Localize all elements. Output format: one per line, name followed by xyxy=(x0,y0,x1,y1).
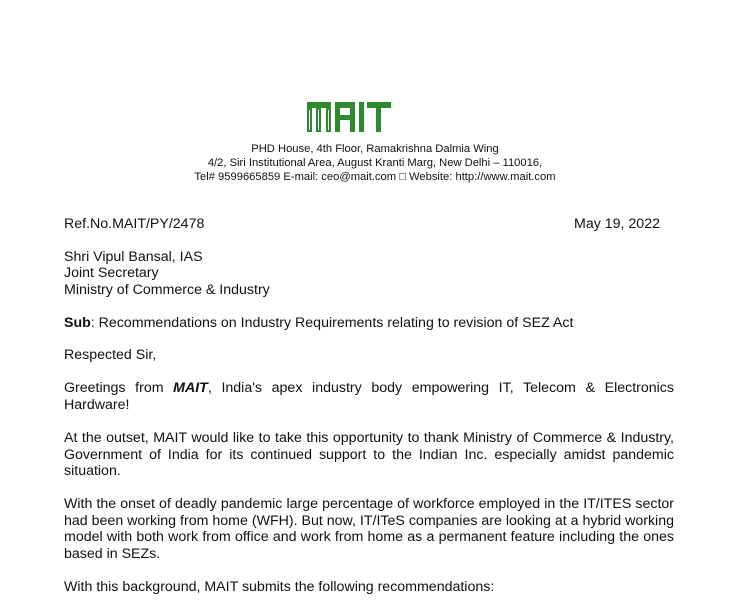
para1-emphasis: MAIT xyxy=(173,380,208,396)
para1-after: , India's apex industry body empowering IT, Telecom & Electronics Hardware! xyxy=(64,380,674,413)
recipient-title: Joint Secretary xyxy=(64,265,159,281)
recipient-ministry: Ministry of Commerce & Industry xyxy=(64,282,270,298)
paragraph-thanks: At the outset, MAIT would like to take this opportunity to thank Ministry of Commerce & Industry, Government of India for its continued support to the Indian Inc. especially amidst pandemic situation. xyxy=(64,430,674,479)
logo-text: MAIT xyxy=(350,132,353,133)
recipient-name: Shri Vipul Bansal, IAS xyxy=(64,249,203,265)
paragraph-recommendations-intro: With this background, MAIT submits the following recommendations: xyxy=(64,579,495,595)
letter-date: May 19, 2022 xyxy=(574,216,660,232)
paragraph-background: With the onset of deadly pandemic large percentage of workforce employed in the IT/ITES sector had been working from home (WFH). But now, IT/ITeS companies are looking at a hybrid working model with both work from office and work from home as a permanent feature including the ones based in SEZs. xyxy=(64,496,674,562)
para1-before: Greetings from xyxy=(64,380,174,396)
reference-number: Ref.No.MAIT/PY/2478 xyxy=(64,216,205,232)
mait-logo xyxy=(306,96,394,134)
subject-text: : Recommendations on Industry Requirements relating to revision of SEZ Act xyxy=(90,315,574,331)
address-line-1: PHD House, 4th Floor, Ramakrishna Dalmia Wing xyxy=(251,143,499,155)
paragraph-greetings xyxy=(64,380,674,413)
subject-label: Sub xyxy=(64,315,91,331)
salutation: Respected Sir, xyxy=(64,347,157,363)
subject-line xyxy=(64,315,573,332)
contact-line: Tel# 9599665859 E-mail: ceo@mait.com □ Website: http://www.mait.com xyxy=(194,171,556,183)
address-line-2: 4/2, Siri Institutional Area, August Kranti Marg, New Delhi – 110016, xyxy=(207,157,543,169)
